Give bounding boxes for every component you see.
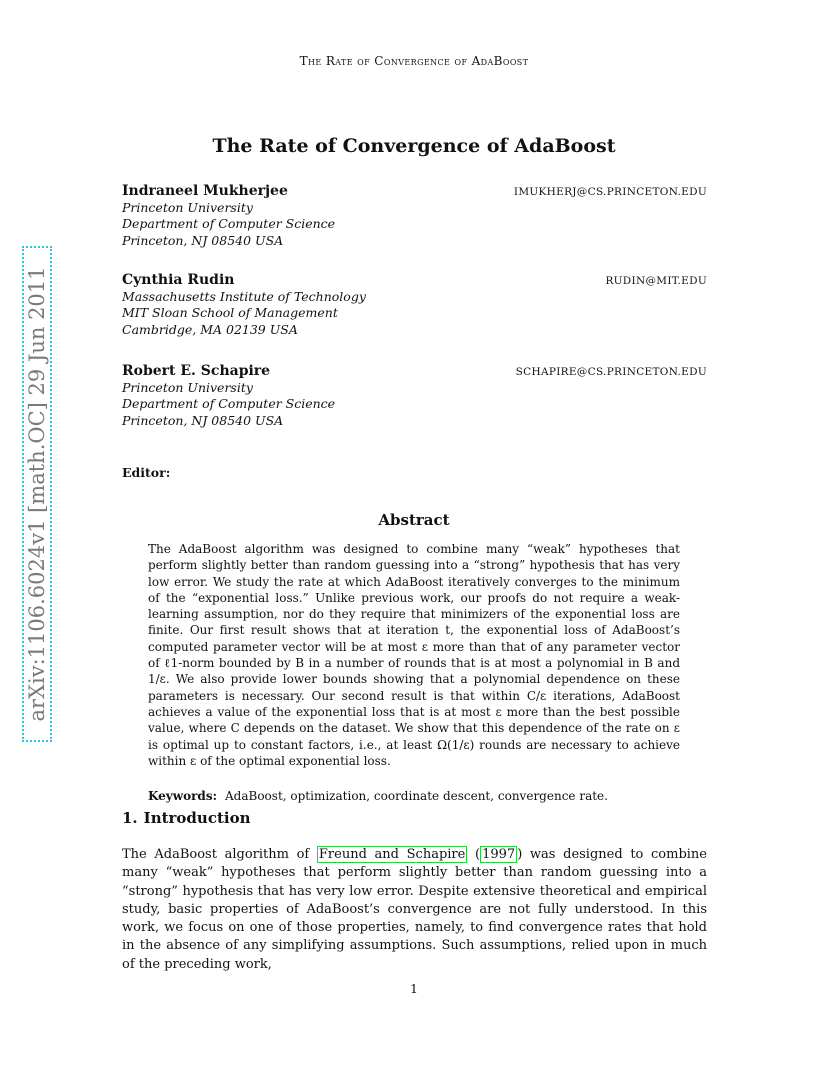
arxiv-stamp <box>22 246 52 742</box>
author-affiliation-line: Princeton University <box>122 379 253 395</box>
page-number: 1 <box>410 981 418 996</box>
author-block-1 <box>122 183 707 249</box>
introduction-paragraph <box>122 846 707 974</box>
author-name: Robert E. Schapire <box>122 363 271 379</box>
running-head: The Rate of Convergence of AdaBoost <box>299 54 529 68</box>
paper-title: The Rate of Convergence of AdaBoost <box>212 135 616 157</box>
author-affiliation-line: Princeton, NJ 08540 USA <box>122 412 284 428</box>
author-name: Indraneel Mukherjee <box>122 183 288 199</box>
keywords-line <box>148 789 680 803</box>
abstract-heading: Abstract <box>378 511 450 529</box>
author-affiliation-line: Department of Computer Science <box>122 216 336 231</box>
intro-text-start: The AdaBoost algorithm of <box>122 847 317 862</box>
section-title: Introduction <box>143 809 251 827</box>
intro-text-rest: was designed to combine many “weak” hypotheses that perform slightly better than random guessing into a “strong” hypothesis that has very low error. Despite extensive theoretical and empirical study, basic properties of AdaBoost’s convergence are not fully understood. In this work, we focus on one of those properties, namely, to find convergence rates that hold in the absence of any simplifying assumptions. Such assumptions, relied upon in much of the preceding work, <box>122 847 708 972</box>
author-affiliation-line: Massachusetts Institute of Technology <box>122 288 366 304</box>
keywords-label: Keywords: <box>148 789 218 803</box>
citation-link-year[interactable]: 1997 <box>482 847 516 862</box>
author-affiliation-line: MIT Sloan School of Management <box>122 305 338 320</box>
editor-label: Editor: <box>122 465 171 480</box>
author-block-3 <box>122 363 707 429</box>
author-affiliation-line: Princeton University <box>122 199 253 215</box>
author-email[interactable]: IMUKHERJ@CS.PRINCETON.EDU <box>513 186 707 198</box>
keywords-text: AdaBoost, optimization, coordinate descent, convergence rate. <box>225 789 608 803</box>
section-heading-introduction <box>122 809 251 827</box>
author-email[interactable]: SCHAPIRE@CS.PRINCETON.EDU <box>515 366 707 378</box>
author-affiliation-line: Department of Computer Science <box>122 396 336 411</box>
section-number: 1. <box>122 809 138 827</box>
author-block-2 <box>122 272 707 338</box>
cite-paren-close: ) <box>517 847 523 862</box>
author-email[interactable]: RUDIN@MIT.EDU <box>605 275 707 287</box>
arxiv-identifier: arXiv:1106.6024v1 [math.OC] 29 Jun 2011 <box>25 266 49 722</box>
author-name: Cynthia Rudin <box>122 272 235 288</box>
author-affiliation-line: Cambridge, MA 02139 USA <box>122 321 298 337</box>
cite-paren-open: ( <box>467 847 481 862</box>
citation-link-authors[interactable]: Freund and Schapire <box>318 847 466 862</box>
author-affiliation-line: Princeton, NJ 08540 USA <box>122 232 284 248</box>
abstract-body: The AdaBoost algorithm was designed to combine many “weak” hypotheses that perform slightly better than random guessing into a “strong” hypothesis that has very low error. We study the rate at which AdaBoost iteratively converges to the minimum of the “exponential loss.” Unlike previous work, our proofs do not require a weak-learning assumption, nor do they require that minimizers of the exponential loss are finite. Our first result shows that at iteration t, the exponential loss of AdaBoost’s computed parameter vector will be at most ε more than that of any parameter vector of ℓ1-norm bounded by B in a number of rounds that is at most a polynomial in B and 1/ε. We also provide lower bounds showing that a polynomial dependence on these parameters is necessary. Our second result is that within C/ε iterations, AdaBoost achieves a value of the exponential loss that is at most ε more than the best possible value, where C depends on the dataset. We show that this dependence of the rate on ε is optimal up to constant factors, i.e., at least Ω(1/ε) rounds are necessary to achieve within ε of the optimal exponential loss. <box>148 542 680 768</box>
